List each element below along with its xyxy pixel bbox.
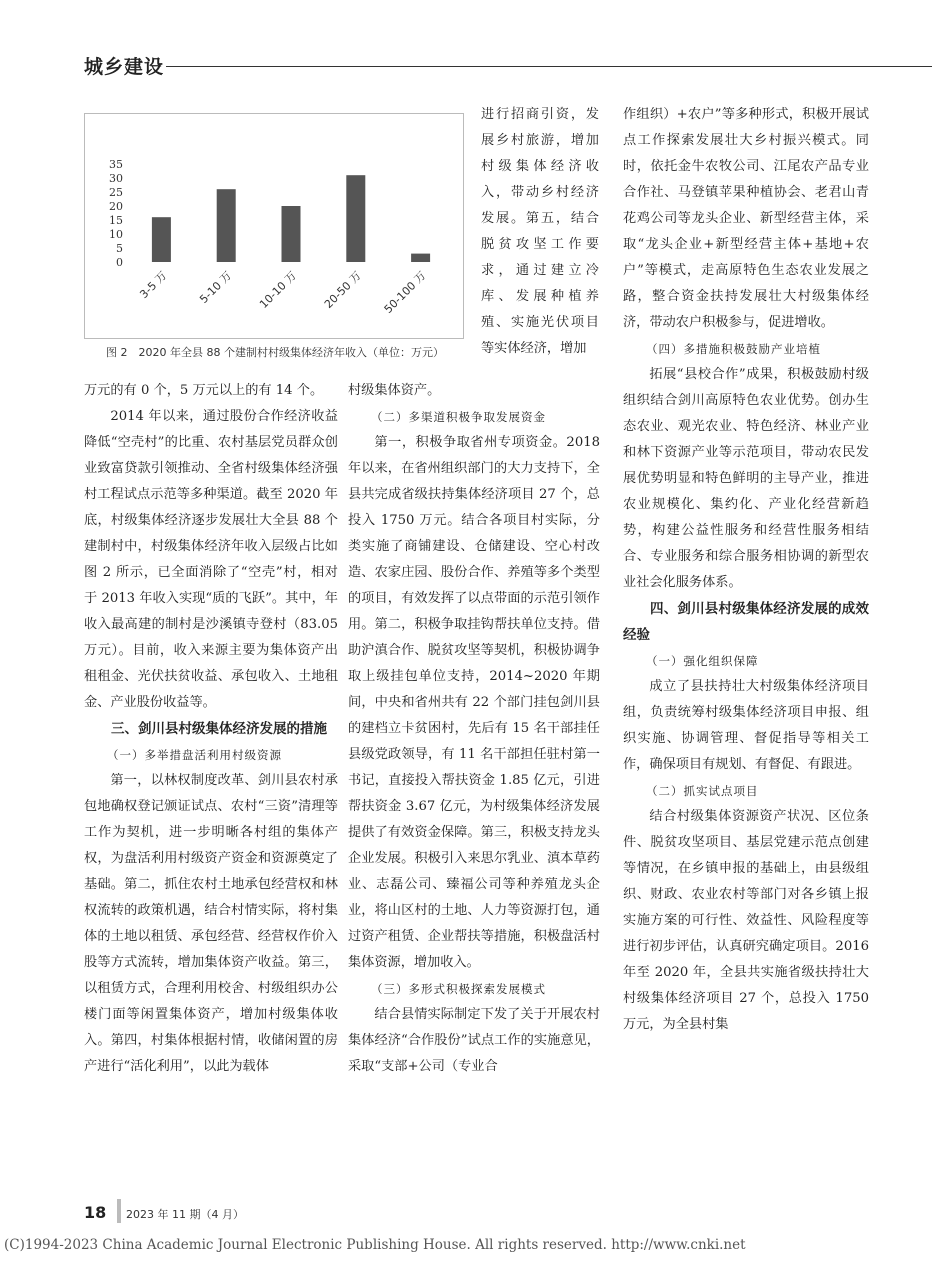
col3-paragraph-top: 作组织）+农户”等多种形式，积极开展试点工作探索发展壮大乡村振兴模式。同时，依托金牛农牧公司、江尾农产品专业合作社、马登镇苹果种植协会、老君山青花鸡公司等龙头企业、新型经营主体，采取“龙头企业+新型经营主体+基地+农户”等模式，走高原特色生态农业发展之路，整合资金扶持发展壮大村级集体经济，带动农户积极参与，促进增收。 bbox=[623, 107, 869, 330]
bar bbox=[217, 189, 236, 262]
column-2-top bbox=[481, 102, 599, 362]
col3-paragraph-1: 拓展“县校合作”成果，积极鼓励村级组织结合剑川高原特色农业优势。创办生态农业、观光农业、特色经济、林业产业和林下资源产业等示范项目，带动农民发展优势明显和特色鲜明的主导产业，推进农业规模化、集约化、产业化经营新趋势，构建公益性服务和经营性服务相结合、专业服务和综合服务相协调的新型农业社会化服务体系。 bbox=[623, 367, 869, 590]
bar bbox=[282, 206, 301, 262]
y-tick-label: 0 bbox=[116, 256, 123, 269]
section-heading-3: 三、剑川县村级集体经济发展的措施 bbox=[111, 721, 327, 737]
header-rule bbox=[166, 66, 932, 67]
section-title: 城乡建设 bbox=[84, 56, 165, 78]
chart-caption: 图 2 2020 年全县 88 个建制村村级集体经济年收入（单位：万元） bbox=[106, 346, 444, 359]
issue-label: 2023 年 11 期（4 月） bbox=[126, 1208, 244, 1221]
subheading-1: （一）多举措盘活利用村级资源 bbox=[107, 748, 282, 762]
y-tick-label: 25 bbox=[109, 186, 123, 199]
x-tick-label: 10-10 万 bbox=[257, 268, 300, 311]
y-tick-label: 10 bbox=[109, 228, 123, 241]
col2-paragraph-cont: 村级集体资产。 bbox=[348, 383, 441, 398]
subheading-5: （一）强化组织保障 bbox=[646, 654, 759, 668]
footer-bar bbox=[117, 1199, 121, 1223]
bar bbox=[411, 254, 430, 262]
bar bbox=[346, 175, 365, 262]
y-tick-label: 15 bbox=[109, 214, 123, 227]
x-tick-label: 3-5 万 bbox=[137, 268, 170, 302]
section-heading-4: 四、剑川县村级集体经济发展的成效经验 bbox=[623, 601, 869, 643]
y-tick-label: 20 bbox=[109, 200, 123, 213]
x-tick-label: 50-100 万 bbox=[381, 268, 429, 316]
col2-paragraph-top: 进行招商引资，发展乡村旅游，增加村级集体经济收入，带动乡村经济发展。第五，结合脱贫攻坚工作要求，通过建立冷库、发展种植养殖、实施光伏项目等实体经济，增加 bbox=[481, 107, 599, 356]
x-tick-label: 5-10 万 bbox=[197, 268, 235, 307]
col3-paragraph-2: 成立了县扶持壮大村级集体经济项目组，负责统筹村级集体经济项目申报、组织实施、协调管理、督促指导等相关工作，确保项目有规划、有督促、有跟进。 bbox=[623, 679, 869, 772]
y-tick-label: 35 bbox=[109, 158, 123, 171]
y-tick-label: 30 bbox=[109, 172, 123, 185]
col2-paragraph-2: 结合县情实际制定下发了关于开展农村集体经济“合作股份”试点工作的实施意见，采取“支部+公司（专业合 bbox=[348, 1007, 600, 1074]
column-2 bbox=[348, 378, 600, 1080]
page-number: 18 bbox=[84, 1203, 107, 1222]
subheading-6: （二）抓实试点项目 bbox=[646, 784, 759, 798]
chart-svg bbox=[85, 114, 463, 338]
col3-paragraph-3: 结合村级集体资源资产状况、区位条件、脱贫攻坚项目、基层党建示范点创建等情况，在乡镇申报的基础上，由县级组织、财政、农业农村等部门对各乡镇上报实施方案的可行性、效益性、风险程度等进行初步评估，认真研究确定项目。2016 年至 2020 年，全县共实施省级扶持壮大村级集体经济项目 27 个，总投入 1750 万元，为全县村集 bbox=[623, 809, 869, 1032]
subheading-2: （二）多渠道积极争取发展资金 bbox=[371, 410, 546, 424]
column-3 bbox=[623, 102, 869, 1038]
subheading-3: （三）多形式积极探索发展模式 bbox=[371, 982, 546, 996]
col1-paragraph-3: 第一，以林权制度改革、剑川县农村承包地确权登记颁证试点、农村“三资”清理等工作为契机，进一步明晰各村组的集体产权，为盘活利用村级资产资金和资源奠定了基础。第二，抓住农村土地承包经营权和林权流转的政策机遇，结合村情实际，将村集体的土地以租赁、承包经营、经营权作价入股等方式流转，增加集体资产收益。第三，以租赁方式，合理利用校舍、村级组织办公楼门面等闲置集体资产，增加村级集体收入。第四，村集体根据村情，收储闲置的房产进行“活化利用”，以此为载体 bbox=[84, 773, 338, 1074]
x-tick-label: 20-50 万 bbox=[321, 268, 364, 311]
subheading-4: （四）多措施积极鼓励产业培植 bbox=[646, 342, 821, 356]
bar bbox=[152, 217, 171, 262]
col1-paragraph-2: 2014 年以来，通过股份合作经济收益降低“空壳村”的比重、农村基层党员群众创业致富贷款引领推动、全省村级集体经济强村工程试点示范等多种渠道。截至 2020 年底，村级集体经济逐步发展壮大全县 88 个建制村中，村级集体经济年收入层级占比如图 2 所示，已全面消除了“空壳”村，相对于 2013 年收入实现“质的飞跃”。其中，年收入最高建的制村是沙溪镇寺登村（83.05 万元）。目前，收入来源主要为集体资产出租租金、光伏扶贫收益、承包收入、土地租金、产业股份收益等。 bbox=[84, 409, 338, 710]
y-tick-label: 5 bbox=[116, 242, 123, 255]
copyright-notice: (C)1994-2023 China Academic Journal Electronic Publishing House. All rights reserved. http://www.cnki.net bbox=[4, 1237, 746, 1253]
col2-paragraph-1: 第一，积极争取省州专项资金。2018 年以来，在省州组织部门的大力支持下，全县共完成省级扶持集体经济项目 27 个，总投入 1750 万元。结合各项目村实际，分类实施了商铺建设、仓储建设、空心村改造、农家庄园、股份合作、养殖等多个类型的项目，有效发挥了以点带面的示范引领作用。第二，积极争取挂钩帮扶单位支持。借助沪滇合作、脱贫攻坚等契机，积极协调争取上级挂包单位支持，2014~2020 年期间，中央和省州共有 22 个部门挂包剑川县的建档立卡贫困村，先后有 15 名干部挂任县级党政领导，有 11 名干部担任驻村第一书记，直接投入帮扶资金 1.85 亿元，引进帮扶资金 3.67 亿元，为村级集体经济发展提供了有效资金保障。第三，积极支持龙头企业发展。积极引入来思尔乳业、滇本草药业、志磊公司、臻福公司等种养殖龙头企业，将山区村的土地、人力等资源打包，通过资产租赁、企业帮扶等措施，积极盘活村集体资源，增加收入。 bbox=[348, 435, 600, 970]
column-1 bbox=[84, 378, 338, 1080]
col1-paragraph-1: 万元的有 0 个，5 万元以上的有 14 个。 bbox=[84, 383, 324, 398]
bar-chart bbox=[84, 113, 464, 339]
